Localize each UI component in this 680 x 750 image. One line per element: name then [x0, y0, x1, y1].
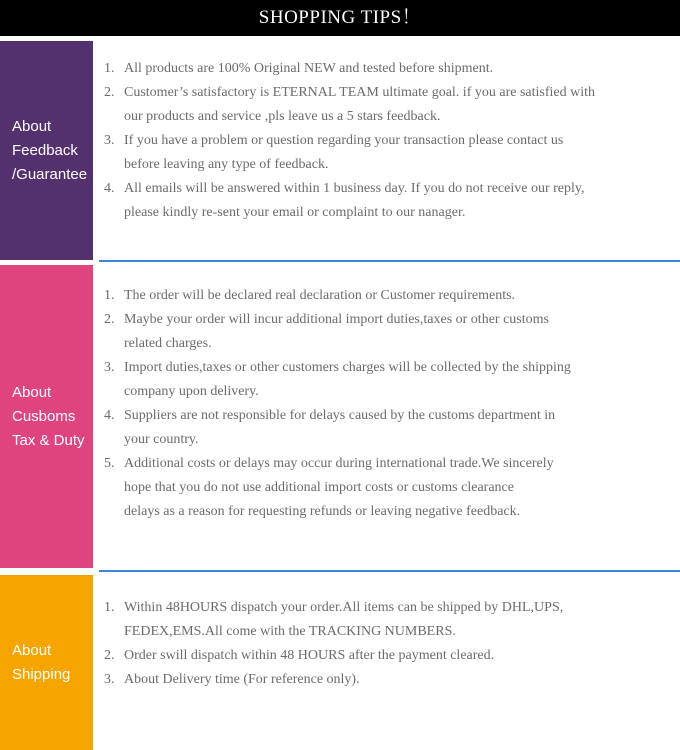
item-number: 3. [104, 133, 115, 148]
list-item [104, 129, 670, 177]
side-label-line: Shipping [12, 665, 71, 683]
item-number: 3. [104, 360, 115, 375]
section-divider [99, 260, 680, 262]
list-item [104, 57, 670, 81]
item-text: Maybe your order will incur additional import duties,taxes or other customs related charges. [124, 312, 549, 351]
item-text: Within 48HOURS dispatch your order.All items can be shipped by DHL,UPS, FEDEX,EMS.All come with the TRACKING NUMBERS. [124, 600, 564, 639]
side-label-line: Feedback [12, 141, 78, 159]
list-item [104, 644, 670, 668]
item-text: All emails will be answered within 1 business day. If you do not receive our reply, please kindly re-sent your email or complaint to our nanager. [124, 181, 585, 220]
customs-side-panel [0, 265, 93, 568]
list-item [104, 284, 670, 308]
item-text: Import duties,taxes or other customers charges will be collected by the shipping company upon delivery. [124, 360, 571, 399]
shipping-list [104, 596, 670, 692]
item-text: Customer’s satisfactory is ETERNAL TEAM ultimate goal. if you are satisfied with our products and service ,pls leave us a 5 stars feedback. [124, 85, 595, 124]
side-label-line: About [12, 383, 52, 401]
list-item [104, 177, 670, 225]
shipping-section [0, 570, 680, 750]
feedback-section [0, 41, 680, 260]
section-divider [99, 570, 680, 572]
list-item [104, 308, 670, 356]
feedback-list [104, 57, 670, 225]
item-text: The order will be declared real declaration or Customer requirements. [124, 288, 516, 303]
item-text: Suppliers are not responsible for delays caused by the customs department in your country. [124, 408, 556, 447]
item-text: Additional costs or delays may occur during international trade.We sincerely hope that you do not use additional import costs or customs clearance delays as a reason for requesting refunds or leaving negative feedback. [124, 456, 554, 519]
list-item [104, 81, 670, 129]
list-item [104, 596, 670, 644]
item-number: 5. [104, 456, 115, 471]
shopping-tips-header [0, 0, 680, 36]
list-item [104, 668, 670, 692]
item-number: 2. [104, 85, 115, 100]
item-number: 1. [104, 288, 115, 303]
side-label-line: About [12, 117, 52, 135]
list-item [104, 356, 670, 404]
item-text: If you have a problem or question regarding your transaction please contact us before leaving any type of feedback. [124, 133, 564, 172]
item-number: 4. [104, 408, 115, 423]
item-text: Order swill dispatch within 48 HOURS after the payment cleared. [124, 648, 495, 663]
list-item [104, 404, 670, 452]
header-title: SHOPPING TIPS！ [258, 7, 422, 28]
side-label-line: /Guarantee [12, 165, 88, 183]
side-label-line: Cusboms [12, 407, 76, 425]
side-label-line: About [12, 641, 52, 659]
item-number: 4. [104, 181, 115, 196]
item-number: 1. [104, 61, 115, 76]
item-text: All products are 100% Original NEW and tested before shipment. [124, 61, 494, 76]
customs-section [0, 260, 680, 568]
item-number: 3. [104, 672, 115, 687]
customs-list [104, 284, 670, 524]
item-number: 2. [104, 648, 115, 663]
item-text: About Delivery time (For reference only). [124, 672, 360, 687]
shipping-side-panel [0, 575, 93, 750]
item-number: 2. [104, 312, 115, 327]
side-label-line: Tax & Duty [12, 431, 85, 449]
feedback-side-panel [0, 41, 93, 260]
list-item [104, 452, 670, 524]
item-number: 1. [104, 600, 115, 615]
